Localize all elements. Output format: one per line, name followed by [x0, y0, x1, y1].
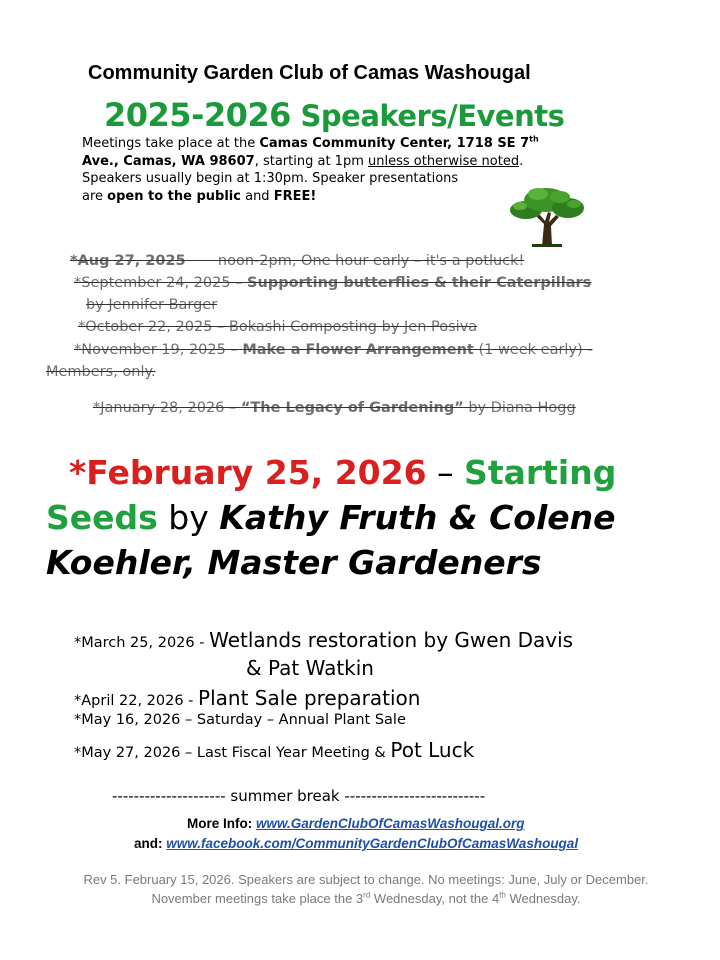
- featured-date: *February 25, 2026: [68, 453, 427, 492]
- event-march-speaker: & Pat Watkin: [246, 656, 374, 680]
- past-event-sep-speaker: by Jennifer Barger: [86, 297, 218, 313]
- past-event-aug: *Aug 27, 2025 noon-2pm, One hour early – it's a potluck!: [70, 253, 525, 269]
- featured-speakers: Kathy Fruth & Colene: [219, 498, 616, 537]
- revision-note: Rev 5. February 15, 2026. Speakers are subject to change. No meetings: June, July or December. November meetings take place the 3rd Wednesday, not the 4th Wednesday.: [83, 872, 649, 906]
- org-title: Community Garden Club of Camas Washougal: [88, 62, 531, 84]
- featured-speakers-2: Koehler, Master Gardeners: [46, 543, 542, 582]
- free-label: FREE!: [273, 188, 317, 204]
- past-event-sep: *September 24, 2025 – Supporting butterflies & their Caterpillars: [74, 275, 592, 291]
- season-subtitle: Speakers/Events: [290, 99, 565, 133]
- past-event-jan: *January 28, 2026 – “The Legacy of Gardening” by Diana Hogg: [93, 400, 576, 416]
- event-may-16: *May 16, 2026 – Saturday – Annual Plant Sale: [74, 712, 406, 728]
- more-info: More Info: www.GardenClubOfCamasWashougal.org: [187, 816, 525, 831]
- summer-break: --------------------- summer break --------------------------: [112, 787, 486, 805]
- meeting-note: unless otherwise noted: [368, 153, 520, 169]
- speaker-time: Speakers usually begin at 1:30pm. Speaker presentations: [82, 171, 459, 186]
- event-may-27: *May 27, 2026 – Last Fiscal Year Meeting & Pot Luck: [74, 738, 475, 762]
- past-event-nov-note: Members, only.: [46, 364, 156, 380]
- meeting-time: , starting at 1pm: [254, 153, 368, 169]
- facebook-link[interactable]: www.facebook.com/CommunityGardenClubOfCamasWashougal: [166, 836, 579, 851]
- meeting-info: [82, 135, 539, 205]
- featured-topic-2: Seeds: [46, 498, 158, 537]
- more-info-facebook: and: www.facebook.com/CommunityGardenClubOfCamasWashougal: [134, 836, 579, 851]
- public-and: and: [240, 188, 274, 204]
- season-year: 2025-2026: [104, 96, 291, 134]
- meeting-location: Camas Community Center, 1718 SE 7: [259, 136, 530, 151]
- meeting-location-sup: th: [529, 134, 539, 144]
- event-april: *April 22, 2026 - Plant Sale preparation: [74, 686, 421, 710]
- event-march: *March 25, 2026 - Wetlands restoration by Gwen Davis: [74, 628, 574, 652]
- past-event-nov: *November 19, 2025 – Make a Flower Arrangement (1 week early) -: [74, 342, 593, 358]
- tree-icon: [506, 184, 586, 248]
- season-title: [104, 96, 564, 134]
- featured-event: *February 25, 2026 – Starting Seeds by Kathy Fruth & Colene Koehler, Master Gardeners: [46, 453, 617, 582]
- past-event-oct: *October 22, 2025 – Bokashi Composting by Jen Posiva: [78, 319, 478, 335]
- meeting-text: Meetings take place at the: [82, 136, 260, 151]
- meeting-period: .: [519, 153, 524, 169]
- public-text: are: [82, 188, 108, 204]
- public-label: open to the public: [107, 188, 241, 204]
- website-link[interactable]: www.GardenClubOfCamasWashougal.org: [256, 816, 525, 831]
- meeting-location-city: Ave., Camas, WA 98607: [82, 153, 255, 169]
- featured-topic: Starting: [464, 453, 617, 492]
